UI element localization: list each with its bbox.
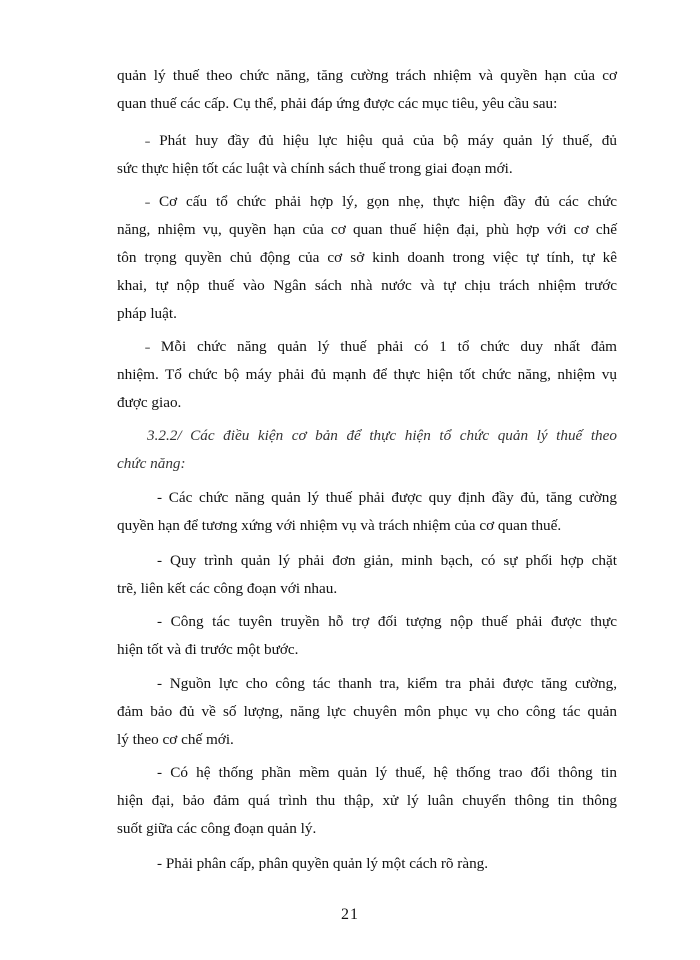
text-line: - Các chức năng quản lý thuế phải được quy định đầy đủ, tăng cường: [157, 489, 617, 506]
condition-paragraph-4: [117, 670, 617, 754]
text-line: nhiệm. Tổ chức bộ máy phải đủ mạnh để thực hiện tốt chức năng, nhiệm vụ: [117, 366, 617, 383]
condition-paragraph-3: [117, 608, 617, 664]
text-line: quyền hạn để tương xứng với nhiệm vụ và trách nhiệm của cơ quan thuế.: [117, 517, 562, 534]
condition-paragraph-5: [117, 759, 617, 843]
text-line: trẽ, liên kết các công đoạn với nhau.: [117, 580, 338, 597]
text-line: chức năng:: [117, 455, 186, 472]
text-line: - Quy trình quản lý phải đơn giản, minh bạch, có sự phối hợp chặt: [157, 552, 617, 569]
text-line: sức thực hiện tốt các luật và chính sách thuế trong giai đoạn mới.: [117, 160, 513, 177]
text-line: quan thuế các cấp. Cụ thể, phải đáp ứng được các mục tiêu, yêu cầu sau:: [117, 95, 558, 112]
text-line: ˗ Phát huy đầy đủ hiệu lực hiệu quả của bộ máy quản lý thuế, đủ: [145, 132, 617, 149]
text-line: được giao.: [117, 394, 182, 411]
text-line: hiện đại, bảo đảm quá trình thu thập, xử lý luân chuyển thông tin thông: [117, 792, 617, 809]
condition-paragraph-1: [117, 484, 617, 540]
bullet-paragraph-1: [117, 127, 617, 183]
text-line: ˗ Cơ cấu tổ chức phải hợp lý, gọn nhẹ, thực hiện đầy đủ các chức: [145, 193, 617, 210]
text-line: - Phải phân cấp, phân quyền quản lý một cách rõ ràng.: [157, 855, 489, 872]
text-line: năng, nhiệm vụ, quyền hạn của cơ quan thuế hiện đại, phù hợp với cơ chế: [117, 221, 617, 238]
text-line: - Có hệ thống phần mềm quản lý thuế, hệ thống trao đổi thông tin: [157, 764, 617, 781]
bullet-paragraph-2: [117, 188, 617, 328]
text-line: ˗ Mỗi chức năng quản lý thuế phải có 1 tổ chức duy nhất đảm: [145, 338, 617, 355]
text-line: khai, tự nộp thuế vào Ngân sách nhà nước và tự chịu trách nhiệm trước: [117, 277, 617, 294]
text-line: hiện tốt và đi trước một bước.: [117, 641, 299, 658]
text-line: quản lý thuế theo chức năng, tăng cường trách nhiệm và quyền hạn của cơ: [117, 67, 617, 84]
text-line: - Nguồn lực cho công tác thanh tra, kiểm tra phải được tăng cường,: [157, 675, 617, 692]
text-line: - Công tác tuyên truyền hỗ trợ đối tượng nộp thuế phải được thực: [157, 613, 617, 630]
text-line: tôn trọng quyền chủ động của cơ sở kinh doanh trong việc tự tính, tự kê: [117, 249, 617, 266]
text-line: 3.2.2/ Các điều kiện cơ bản để thực hiện tổ chức quản lý thuế theo: [147, 427, 617, 444]
text-line: pháp luật.: [117, 305, 177, 322]
page-number: 21: [341, 906, 359, 923]
paragraph-intro: [117, 62, 617, 118]
condition-paragraph-2: [117, 547, 617, 603]
text-line: suốt giữa các công đoạn quản lý.: [117, 820, 317, 837]
text-line: đảm bảo đủ về số lượng, năng lực chuyên môn phục vụ cho công tác quản: [117, 703, 617, 720]
condition-paragraph-6: [117, 850, 617, 878]
bullet-paragraph-3: [117, 333, 617, 417]
section-heading-3-2-2: [117, 422, 617, 478]
text-line: lý theo cơ chế mới.: [117, 731, 234, 748]
